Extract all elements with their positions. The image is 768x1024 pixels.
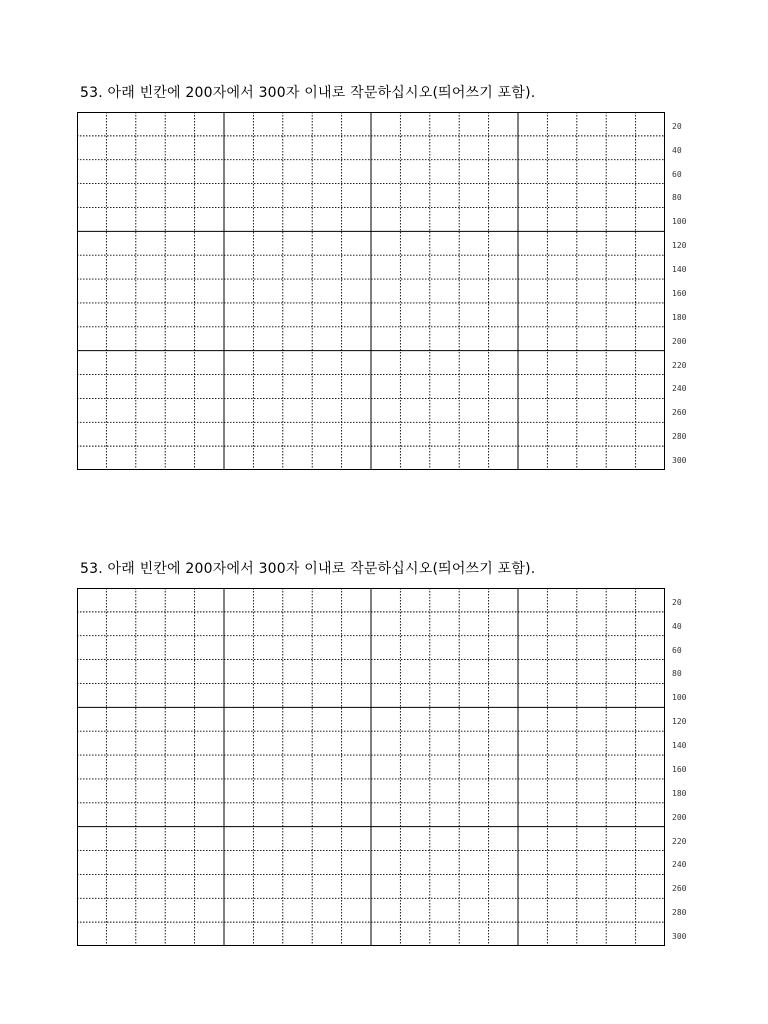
- row-count-label: 140: [672, 741, 687, 751]
- row-count-label: 60: [672, 169, 682, 179]
- row-count-label: 160: [672, 288, 687, 298]
- row-count-label: 60: [672, 645, 682, 655]
- row-count-label: 160: [672, 764, 687, 774]
- row-count-label: 300: [672, 932, 687, 941]
- row-count-label: 40: [672, 145, 682, 155]
- question-text: 53. 아래 빈칸에 200자에서 300자 이내로 작문하십시오(띄어쓰기 포함).: [80, 561, 536, 577]
- row-count-label: 240: [672, 384, 687, 394]
- row-count-label: 260: [672, 408, 687, 418]
- row-count-label: 20: [672, 597, 682, 607]
- row-count-label: 40: [672, 621, 682, 631]
- row-count-label: 200: [672, 812, 687, 822]
- row-count-label: 120: [672, 717, 687, 727]
- row-count-label: 220: [672, 836, 687, 846]
- row-character-counts: [672, 588, 712, 946]
- row-count-label: 80: [672, 669, 682, 679]
- row-count-label: 300: [672, 456, 687, 465]
- row-count-label: 180: [672, 788, 687, 798]
- row-count-label: 280: [672, 908, 687, 918]
- writing-grid[interactable]: [77, 112, 665, 470]
- row-count-label: 80: [672, 193, 682, 203]
- question-text: 53. 아래 빈칸에 200자에서 300자 이내로 작문하십시오(띄어쓰기 포함).: [80, 85, 536, 101]
- row-count-label: 200: [672, 336, 687, 346]
- row-count-label: 280: [672, 432, 687, 442]
- row-count-label: 220: [672, 360, 687, 370]
- writing-grid-lines: [77, 588, 665, 946]
- row-count-label: 140: [672, 265, 687, 275]
- row-count-label: 100: [672, 217, 687, 227]
- row-count-label: 180: [672, 312, 687, 322]
- row-count-label: 20: [672, 121, 682, 131]
- row-count-label: 260: [672, 884, 687, 894]
- row-count-label: 240: [672, 860, 687, 870]
- row-character-counts: [672, 112, 712, 470]
- writing-grid-lines: [77, 112, 665, 470]
- row-count-label: 100: [672, 693, 687, 703]
- row-count-label: 120: [672, 241, 687, 251]
- writing-grid[interactable]: [77, 588, 665, 946]
